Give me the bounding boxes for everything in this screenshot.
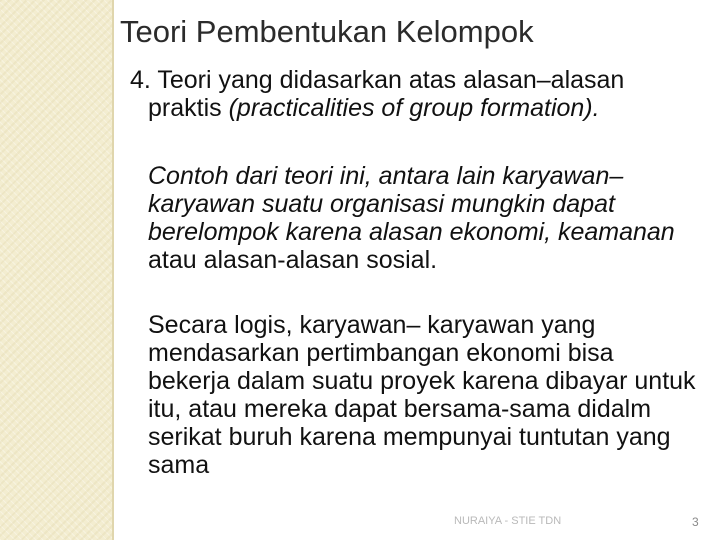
example-paragraph [130, 162, 702, 274]
point-number: 4. [130, 66, 151, 94]
point-text: Teori yang didasarkan atas alasan–alasan praktis [148, 66, 625, 122]
decorative-left-band [0, 0, 112, 540]
footer-author: NURAIYA - STIE TDN [454, 515, 562, 527]
logic-paragraph: Secara logis, karyawan– karyawan yang mendasarkan pertimbangan ekonomi bisa bekerja dalam suatu proyek karena dibayar untuk itu, atau mereka dapat bersama-sama didalm serikat buruh karena mempunyai tuntutan yang sama [148, 311, 696, 479]
point-4 [130, 66, 702, 122]
slide-number: 3 [692, 515, 699, 529]
slide-content [130, 66, 702, 479]
example-normal: atau alasan-alasan sosial. [148, 246, 438, 274]
point-italic: (practicalities of group formation). [228, 94, 600, 122]
example-italic: Contoh dari teori ini, antara lain karyawan–karyawan suatu organisasi mungkin dapat berelompok karena alasan ekonomi, keamanan [148, 162, 675, 246]
band-divider [112, 0, 114, 540]
slide-title: Teori Pembentukan Kelompok [120, 14, 534, 49]
